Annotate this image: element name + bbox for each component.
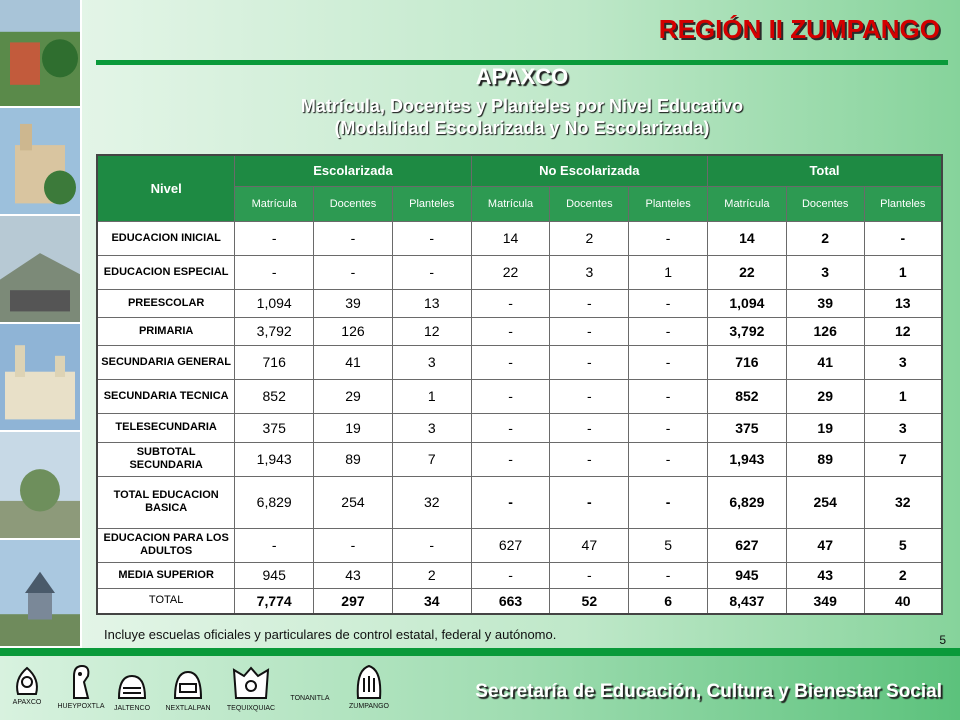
cell: 1,094 bbox=[235, 289, 314, 317]
cell: - bbox=[314, 221, 393, 255]
header-no-escolarizada: No Escolarizada bbox=[471, 155, 707, 186]
table-row bbox=[97, 476, 942, 528]
subheader-cell: Matrícula bbox=[471, 186, 550, 221]
cell: 2 bbox=[550, 221, 629, 255]
cell: 716 bbox=[235, 345, 314, 379]
level-label: TELESECUNDARIA bbox=[97, 413, 235, 442]
cell: 8,437 bbox=[708, 588, 787, 614]
cell: 297 bbox=[314, 588, 393, 614]
cell: 3 bbox=[392, 345, 471, 379]
cell: - bbox=[471, 442, 550, 476]
nextlalpan-glyph-icon bbox=[171, 666, 205, 704]
jaltenco-glyph bbox=[110, 670, 154, 712]
cell: 2 bbox=[864, 562, 942, 588]
cell: 2 bbox=[392, 562, 471, 588]
report-subtitle bbox=[96, 95, 948, 139]
glyph-label: NEXTLALPAN bbox=[165, 705, 211, 712]
level-label: EDUCACION PARA LOS ADULTOS bbox=[97, 528, 235, 562]
cell: 43 bbox=[314, 562, 393, 588]
subheader-cell: Matrícula bbox=[708, 186, 787, 221]
enrollment-table bbox=[96, 154, 943, 615]
photo-strip bbox=[0, 0, 82, 648]
jaltenco-glyph-icon bbox=[115, 670, 149, 704]
cell: 39 bbox=[786, 289, 864, 317]
cell: 22 bbox=[708, 255, 787, 289]
cell: - bbox=[314, 255, 393, 289]
cell: 1 bbox=[392, 379, 471, 413]
subtitle-line-2: (Modalidad Escolarizada y No Escolarizada) bbox=[334, 118, 710, 138]
cell: 3 bbox=[392, 413, 471, 442]
level-label: EDUCACION INICIAL bbox=[97, 221, 235, 255]
cell: - bbox=[550, 562, 629, 588]
cell: 375 bbox=[708, 413, 787, 442]
cell: 41 bbox=[786, 345, 864, 379]
cell: 6,829 bbox=[708, 476, 787, 528]
region-title: REGIÓN II ZUMPANGO bbox=[658, 14, 940, 44]
cell: 40 bbox=[864, 588, 942, 614]
cell: 43 bbox=[786, 562, 864, 588]
church-photo bbox=[0, 108, 80, 216]
municipality-title: APAXCO bbox=[475, 64, 569, 89]
cell: 852 bbox=[708, 379, 787, 413]
cell: 2 bbox=[786, 221, 864, 255]
subheader-cell: Planteles bbox=[864, 186, 942, 221]
tonanitla-label-wrap bbox=[286, 694, 334, 702]
cell: 5 bbox=[864, 528, 942, 562]
subheader-cell: Matrícula bbox=[235, 186, 314, 221]
apaxco-glyph bbox=[8, 664, 46, 706]
cell: - bbox=[235, 528, 314, 562]
level-label: SECUNDARIA TECNICA bbox=[97, 379, 235, 413]
cell: - bbox=[629, 289, 708, 317]
palace-photo bbox=[0, 324, 80, 432]
table-row bbox=[97, 588, 942, 614]
cell: - bbox=[629, 413, 708, 442]
cell: 627 bbox=[708, 528, 787, 562]
table-row bbox=[97, 221, 942, 255]
zumpango-glyph bbox=[344, 662, 394, 710]
cell: - bbox=[629, 379, 708, 413]
landscape-photo bbox=[0, 216, 80, 324]
cell: 627 bbox=[471, 528, 550, 562]
nextlalpan-glyph bbox=[160, 666, 216, 712]
header-total: Total bbox=[708, 155, 942, 186]
cell: - bbox=[471, 317, 550, 345]
hueypoxtla-glyph bbox=[56, 662, 106, 710]
cell: - bbox=[629, 345, 708, 379]
footnote: Incluye escuelas oficiales y particulares de control estatal, federal y autónomo. bbox=[104, 627, 557, 642]
glyph-label: JALTENCO bbox=[113, 705, 151, 712]
cell: - bbox=[392, 221, 471, 255]
cell: 5 bbox=[629, 528, 708, 562]
cell: 126 bbox=[786, 317, 864, 345]
cell: - bbox=[392, 255, 471, 289]
level-label: SECUNDARIA GENERAL bbox=[97, 345, 235, 379]
cell: - bbox=[629, 221, 708, 255]
subheader-cell: Docentes bbox=[314, 186, 393, 221]
table-row bbox=[97, 345, 942, 379]
cell: 19 bbox=[786, 413, 864, 442]
cell: 3 bbox=[786, 255, 864, 289]
table-row bbox=[97, 562, 942, 588]
tequixquiac-glyph bbox=[222, 662, 280, 712]
cell: 52 bbox=[550, 588, 629, 614]
table-row bbox=[97, 289, 942, 317]
cell: 12 bbox=[864, 317, 942, 345]
subheader-cell: Docentes bbox=[786, 186, 864, 221]
header-nivel: Nivel bbox=[97, 155, 235, 221]
cell: - bbox=[314, 528, 393, 562]
subtitle-line-1: Matrícula, Docentes y Planteles por Nivel Educativo bbox=[300, 96, 744, 116]
cell: - bbox=[864, 221, 942, 255]
level-label: SUBTOTAL SECUNDARIA bbox=[97, 442, 235, 476]
tequixquiac-glyph-icon bbox=[230, 662, 272, 704]
cell: - bbox=[550, 379, 629, 413]
cell: 32 bbox=[392, 476, 471, 528]
level-label: TOTAL EDUCACION BASICA bbox=[97, 476, 235, 528]
cell: 7 bbox=[864, 442, 942, 476]
cell: 1,943 bbox=[708, 442, 787, 476]
subheader-cell: Planteles bbox=[392, 186, 471, 221]
page-number: 5 bbox=[939, 633, 946, 647]
cell: - bbox=[550, 317, 629, 345]
cell: 254 bbox=[786, 476, 864, 528]
cell: 349 bbox=[786, 588, 864, 614]
glyph-label: TONANITLA bbox=[290, 695, 330, 702]
cell: 32 bbox=[864, 476, 942, 528]
cell: - bbox=[235, 221, 314, 255]
cell: 29 bbox=[314, 379, 393, 413]
cell: - bbox=[629, 442, 708, 476]
cell: 3,792 bbox=[708, 317, 787, 345]
cell: 254 bbox=[314, 476, 393, 528]
cell: 1 bbox=[864, 379, 942, 413]
cell: 29 bbox=[786, 379, 864, 413]
cell: 19 bbox=[314, 413, 393, 442]
cell: - bbox=[629, 317, 708, 345]
glyph-label: HUEYPOXTLA bbox=[57, 703, 105, 710]
bottom-divider bbox=[0, 648, 960, 656]
cell: 945 bbox=[235, 562, 314, 588]
cell: 34 bbox=[392, 588, 471, 614]
cell: 126 bbox=[314, 317, 393, 345]
cell: 3 bbox=[864, 413, 942, 442]
cell: - bbox=[471, 562, 550, 588]
municipality-glyphs bbox=[0, 656, 410, 720]
cell: 3,792 bbox=[235, 317, 314, 345]
cell: 945 bbox=[708, 562, 787, 588]
ministry-name: Secretaría de Educación, Cultura y Bienestar Social bbox=[475, 681, 942, 702]
cell: 13 bbox=[392, 289, 471, 317]
glyph-label: APAXCO bbox=[12, 699, 42, 706]
plaza-photo bbox=[0, 0, 80, 108]
cell: 1,943 bbox=[235, 442, 314, 476]
cell: 39 bbox=[314, 289, 393, 317]
cell: 13 bbox=[864, 289, 942, 317]
table-row bbox=[97, 413, 942, 442]
cell: 7 bbox=[392, 442, 471, 476]
cell: 1 bbox=[629, 255, 708, 289]
cell: - bbox=[471, 345, 550, 379]
cell: 3 bbox=[550, 255, 629, 289]
cell: 47 bbox=[550, 528, 629, 562]
level-label: MEDIA SUPERIOR bbox=[97, 562, 235, 588]
table-row bbox=[97, 379, 942, 413]
cell: - bbox=[550, 476, 629, 528]
cell: - bbox=[392, 528, 471, 562]
cell: - bbox=[235, 255, 314, 289]
hueypoxtla-glyph-icon bbox=[66, 662, 96, 702]
level-label: PRIMARIA bbox=[97, 317, 235, 345]
cell: 41 bbox=[314, 345, 393, 379]
cell: 6,829 bbox=[235, 476, 314, 528]
cell: 375 bbox=[235, 413, 314, 442]
cell: - bbox=[471, 289, 550, 317]
zumpango-glyph-icon bbox=[354, 662, 384, 702]
cell: - bbox=[471, 379, 550, 413]
cell: 89 bbox=[786, 442, 864, 476]
level-label: PREESCOLAR bbox=[97, 289, 235, 317]
apaxco-glyph-icon bbox=[12, 664, 42, 698]
glyph-label: ZUMPANGO bbox=[349, 703, 389, 710]
monument-photo bbox=[0, 432, 80, 540]
cell: - bbox=[629, 562, 708, 588]
cell: 22 bbox=[471, 255, 550, 289]
table-row bbox=[97, 317, 942, 345]
cell: 663 bbox=[471, 588, 550, 614]
cell: - bbox=[471, 476, 550, 528]
cell: - bbox=[550, 442, 629, 476]
cell: 3 bbox=[864, 345, 942, 379]
cell: - bbox=[550, 345, 629, 379]
level-label: TOTAL bbox=[97, 588, 235, 614]
cell: 14 bbox=[471, 221, 550, 255]
cell: - bbox=[550, 413, 629, 442]
footer bbox=[0, 656, 960, 720]
glyph-label: TEQUIXQUIAC bbox=[226, 705, 276, 712]
header-escolarizada: Escolarizada bbox=[235, 155, 471, 186]
cell: 6 bbox=[629, 588, 708, 614]
cell: 852 bbox=[235, 379, 314, 413]
cell: 12 bbox=[392, 317, 471, 345]
table-row bbox=[97, 255, 942, 289]
cell: - bbox=[471, 413, 550, 442]
cell: 1,094 bbox=[708, 289, 787, 317]
table-row bbox=[97, 442, 942, 476]
cell: 1 bbox=[864, 255, 942, 289]
level-label: EDUCACION ESPECIAL bbox=[97, 255, 235, 289]
subheader-cell: Docentes bbox=[550, 186, 629, 221]
cell: 7,774 bbox=[235, 588, 314, 614]
cell: - bbox=[550, 289, 629, 317]
cell: - bbox=[629, 476, 708, 528]
subheader-cell: Planteles bbox=[629, 186, 708, 221]
cell: 716 bbox=[708, 345, 787, 379]
cell: 89 bbox=[314, 442, 393, 476]
kiosk-photo bbox=[0, 540, 80, 648]
table-row bbox=[97, 528, 942, 562]
cell: 47 bbox=[786, 528, 864, 562]
cell: 14 bbox=[708, 221, 787, 255]
